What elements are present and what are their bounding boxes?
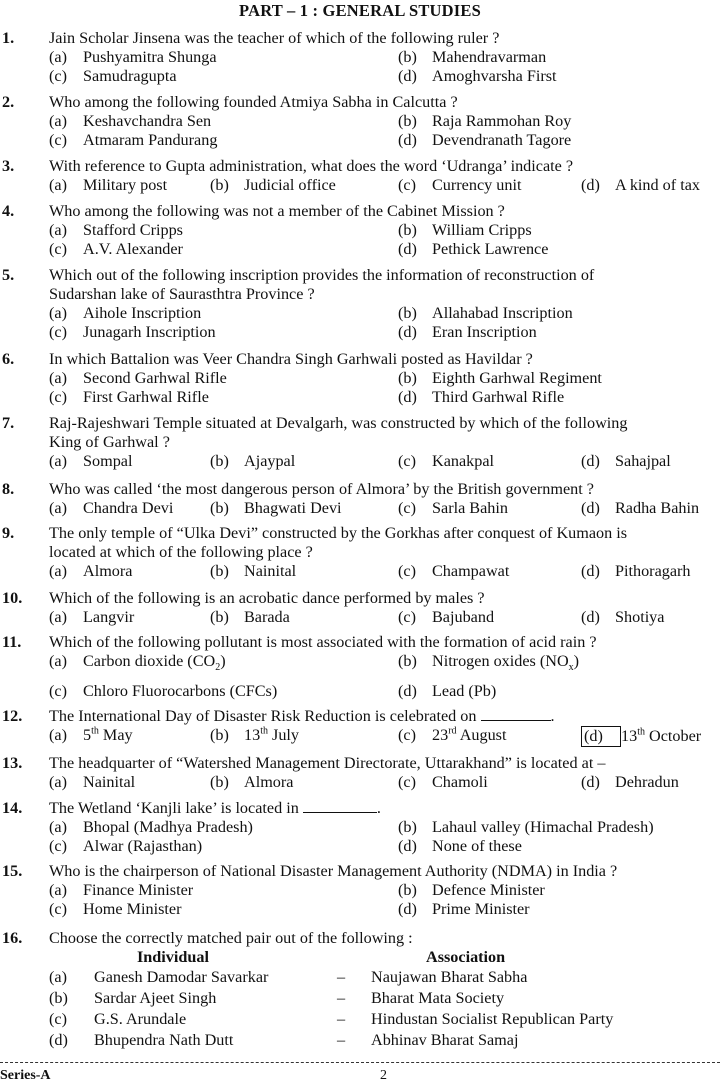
question-2 [0,93,720,150]
option-b: (b) Bhagwati Devi [210,499,342,517]
question-number: 10. [2,589,23,607]
question-text: The International Day of Disaster Risk Reduction is celebrated on . [49,707,555,725]
option-a: (a) Almora [49,562,133,580]
option-b: (b) Barada [210,608,290,626]
option-b: (b) 13th July [210,725,300,744]
question-text: Who among the following was not a member of the Cabinet Mission ? [49,202,505,220]
match-row: (b) Sardar Ajeet Singh – Bharat Mata Society [49,989,505,1007]
question-number: 8. [2,480,15,498]
question-text: The only temple of “Ulka Devi” constructed by the Gorkhas after conquest of Kumaon is [49,524,628,542]
option-d: (d) Lead (Pb) [398,682,497,700]
question-text: Which out of the following inscription provides the information of reconstruction of [49,266,595,284]
question-text: Jain Scholar Jinsena was the teacher of which of the following ruler ? [49,29,500,47]
question-number: 15. [2,862,23,880]
question-text: In which Battalion was Veer Chandra Singh Garhwali posted as Havildar ? [49,350,533,368]
option-a: (a) Langvir [49,608,135,626]
option-a: (a) Bhopal (Madhya Pradesh) [49,818,253,836]
question-5 [0,266,720,342]
option-c: (c) Bajuband [398,608,495,626]
series-label: Series-A [0,1068,51,1083]
question-number: 4. [2,202,15,220]
option-d: (d) Amoghvarsha First [398,67,557,85]
option-b: (b) Nainital [210,562,297,580]
option-a: (a) Military post [49,176,168,194]
question-11 [0,633,720,701]
option-a: (a) Finance Minister [49,881,194,899]
option-b: (b) Eighth Garhwal Regiment [398,369,602,387]
option-c: (c) Currency unit [398,176,522,194]
question-number: 2. [2,93,15,111]
question-number: 7. [2,414,15,432]
question-8 [0,480,720,518]
question-number: 6. [2,350,15,368]
question-16 [0,929,720,1052]
question-text: Choose the correctly matched pair out of the following : [49,929,413,947]
question-number: 13. [2,754,23,772]
question-text-line2: King of Garhwal ? [49,433,170,451]
option-c: (c) Chloro Fluorocarbons (CFCs) [49,682,278,700]
option-d: (d) Dehradun [581,773,679,791]
option-a: (a) Pushyamitra Shunga [49,48,217,66]
question-text: The Wetland ‘Kanjli lake’ is located in . [49,799,381,817]
option-c: (c) Sarla Bahin [398,499,508,517]
question-text: With reference to Gupta administration, what does the word ‘Udranga’ indicate ? [49,157,574,175]
question-text-line2: Sudarshan lake of Saurasthtra Province ? [49,285,315,303]
option-c: (c) 23rd August [398,725,507,744]
option-d: (d) Devendranath Tagore [398,131,572,149]
question-14 [0,799,720,856]
question-text: Which of the following pollutant is most associated with the formation of acid rain ? [49,633,597,651]
option-d: (d) Third Garhwal Rifle [398,388,565,406]
option-d: (d) 13th October [581,726,701,747]
question-number: 3. [2,157,15,175]
option-a: (a) Carbon dioxide $(CO_2)$ [49,652,226,674]
question-number: 11. [2,633,22,651]
option-c: (c) Junagarh Inscription [49,323,216,341]
answer-blank [481,707,551,721]
question-6 [0,350,720,407]
option-a: (a) Aihole Inscription [49,304,202,322]
option-b: (b) Ajaypal [210,452,296,470]
option-d: (d) Eran Inscription [398,323,537,341]
option-d: (d) A kind of tax [581,176,700,194]
question-9 [0,524,720,581]
question-text: Which of the following is an acrobatic dance performed by males ? [49,589,485,607]
question-10 [0,589,720,627]
option-a: (a) Sompal [49,452,133,470]
question-4 [0,202,720,259]
match-table-header [49,948,720,968]
page-title: PART – 1 : GENERAL STUDIES [239,1,481,20]
option-c: (c) Samudragupta [49,67,177,85]
option-b: (b) Mahendravarman [398,48,547,66]
option-d: (d) Shotiya [581,608,665,626]
option-d: (d) None of these [398,837,522,855]
option-c: (c) First Garhwal Rifle [49,388,209,406]
option-b: (b) William Cripps [398,221,532,239]
question-text: Who is the chairperson of National Disaster Management Authority (NDMA) in India ? [49,862,618,880]
question-number: 9. [2,524,15,542]
column-header-individual: Individual [137,948,209,966]
question-number: 1. [2,29,15,47]
answer-blank [303,799,377,813]
option-c: (c) A.V. Alexander [49,240,183,258]
option-a: (a) Chandra Devi [49,499,174,517]
question-number: 14. [2,799,23,817]
option-d: (d) Pethick Lawrence [398,240,549,258]
question-number: 16. [2,929,23,947]
question-3 [0,157,720,195]
option-d: (d) Pithoragarh [581,562,691,580]
option-b: (b) Judicial office [210,176,336,194]
option-c: (c) Home Minister [49,900,182,918]
option-b: (b) Raja Rammohan Roy [398,112,572,130]
option-a: (a) Keshavchandra Sen [49,112,212,130]
match-row: (c) G.S. Arundale – Hindustan Socialist Republican Party [49,1010,614,1028]
option-d: (d) Radha Bahin [581,499,700,517]
option-b: (b) Defence Minister [398,881,545,899]
option-d: (d) Prime Minister [398,900,530,918]
question-text: Who among the following founded Atmiya Sabha in Calcutta ? [49,93,458,111]
question-12 [0,707,720,749]
question-number: 5. [2,266,15,284]
option-a: (a) Nainital [49,773,136,791]
column-header-association: Association [426,948,506,966]
option-b: (b) Almora [210,773,294,791]
question-13 [0,754,720,792]
question-text: Raj-Rajeshwari Temple situated at Devalgarh, was constructed by which of the following [49,414,628,432]
option-c: (c) Champawat [398,562,510,580]
match-row: (a) Ganesh Damodar Savarkar – Naujawan Bharat Sabha [49,968,528,986]
option-a: (a) Second Garhwal Rifle [49,369,227,387]
question-7 [0,414,720,471]
option-c: (c) Chamoli [398,773,488,791]
option-a: (a) 5th May [49,725,133,744]
footer-divider [0,1062,720,1063]
option-a: (a) Stafford Cripps [49,221,183,239]
option-c: (c) Atmaram Pandurang [49,131,218,149]
question-text-line2: located at which of the following place ? [49,543,313,561]
question-text: The headquarter of “Watershed Management Directorate, Uttarakhand” is located at – [49,754,606,772]
match-row: (d) Bhupendra Nath Dutt – Abhinav Bharat Samaj [49,1031,519,1049]
option-b: (b) Nitrogen oxides $(NO_x)$ [398,652,580,674]
option-c: (c) Kanakpal [398,452,495,470]
option-c: (c) Alwar (Rajasthan) [49,837,203,855]
option-d: (d) Sahajpal [581,452,671,470]
option-b: (b) Lahaul valley (Himachal Pradesh) [398,818,654,836]
page-number: 2 [380,1068,387,1083]
option-b: (b) Allahabad Inscription [398,304,573,322]
question-1 [0,29,720,86]
question-number: 12. [2,707,23,725]
question-text: Who was called ‘the most dangerous person of Almora’ by the British government ? [49,480,594,498]
question-15 [0,862,720,919]
